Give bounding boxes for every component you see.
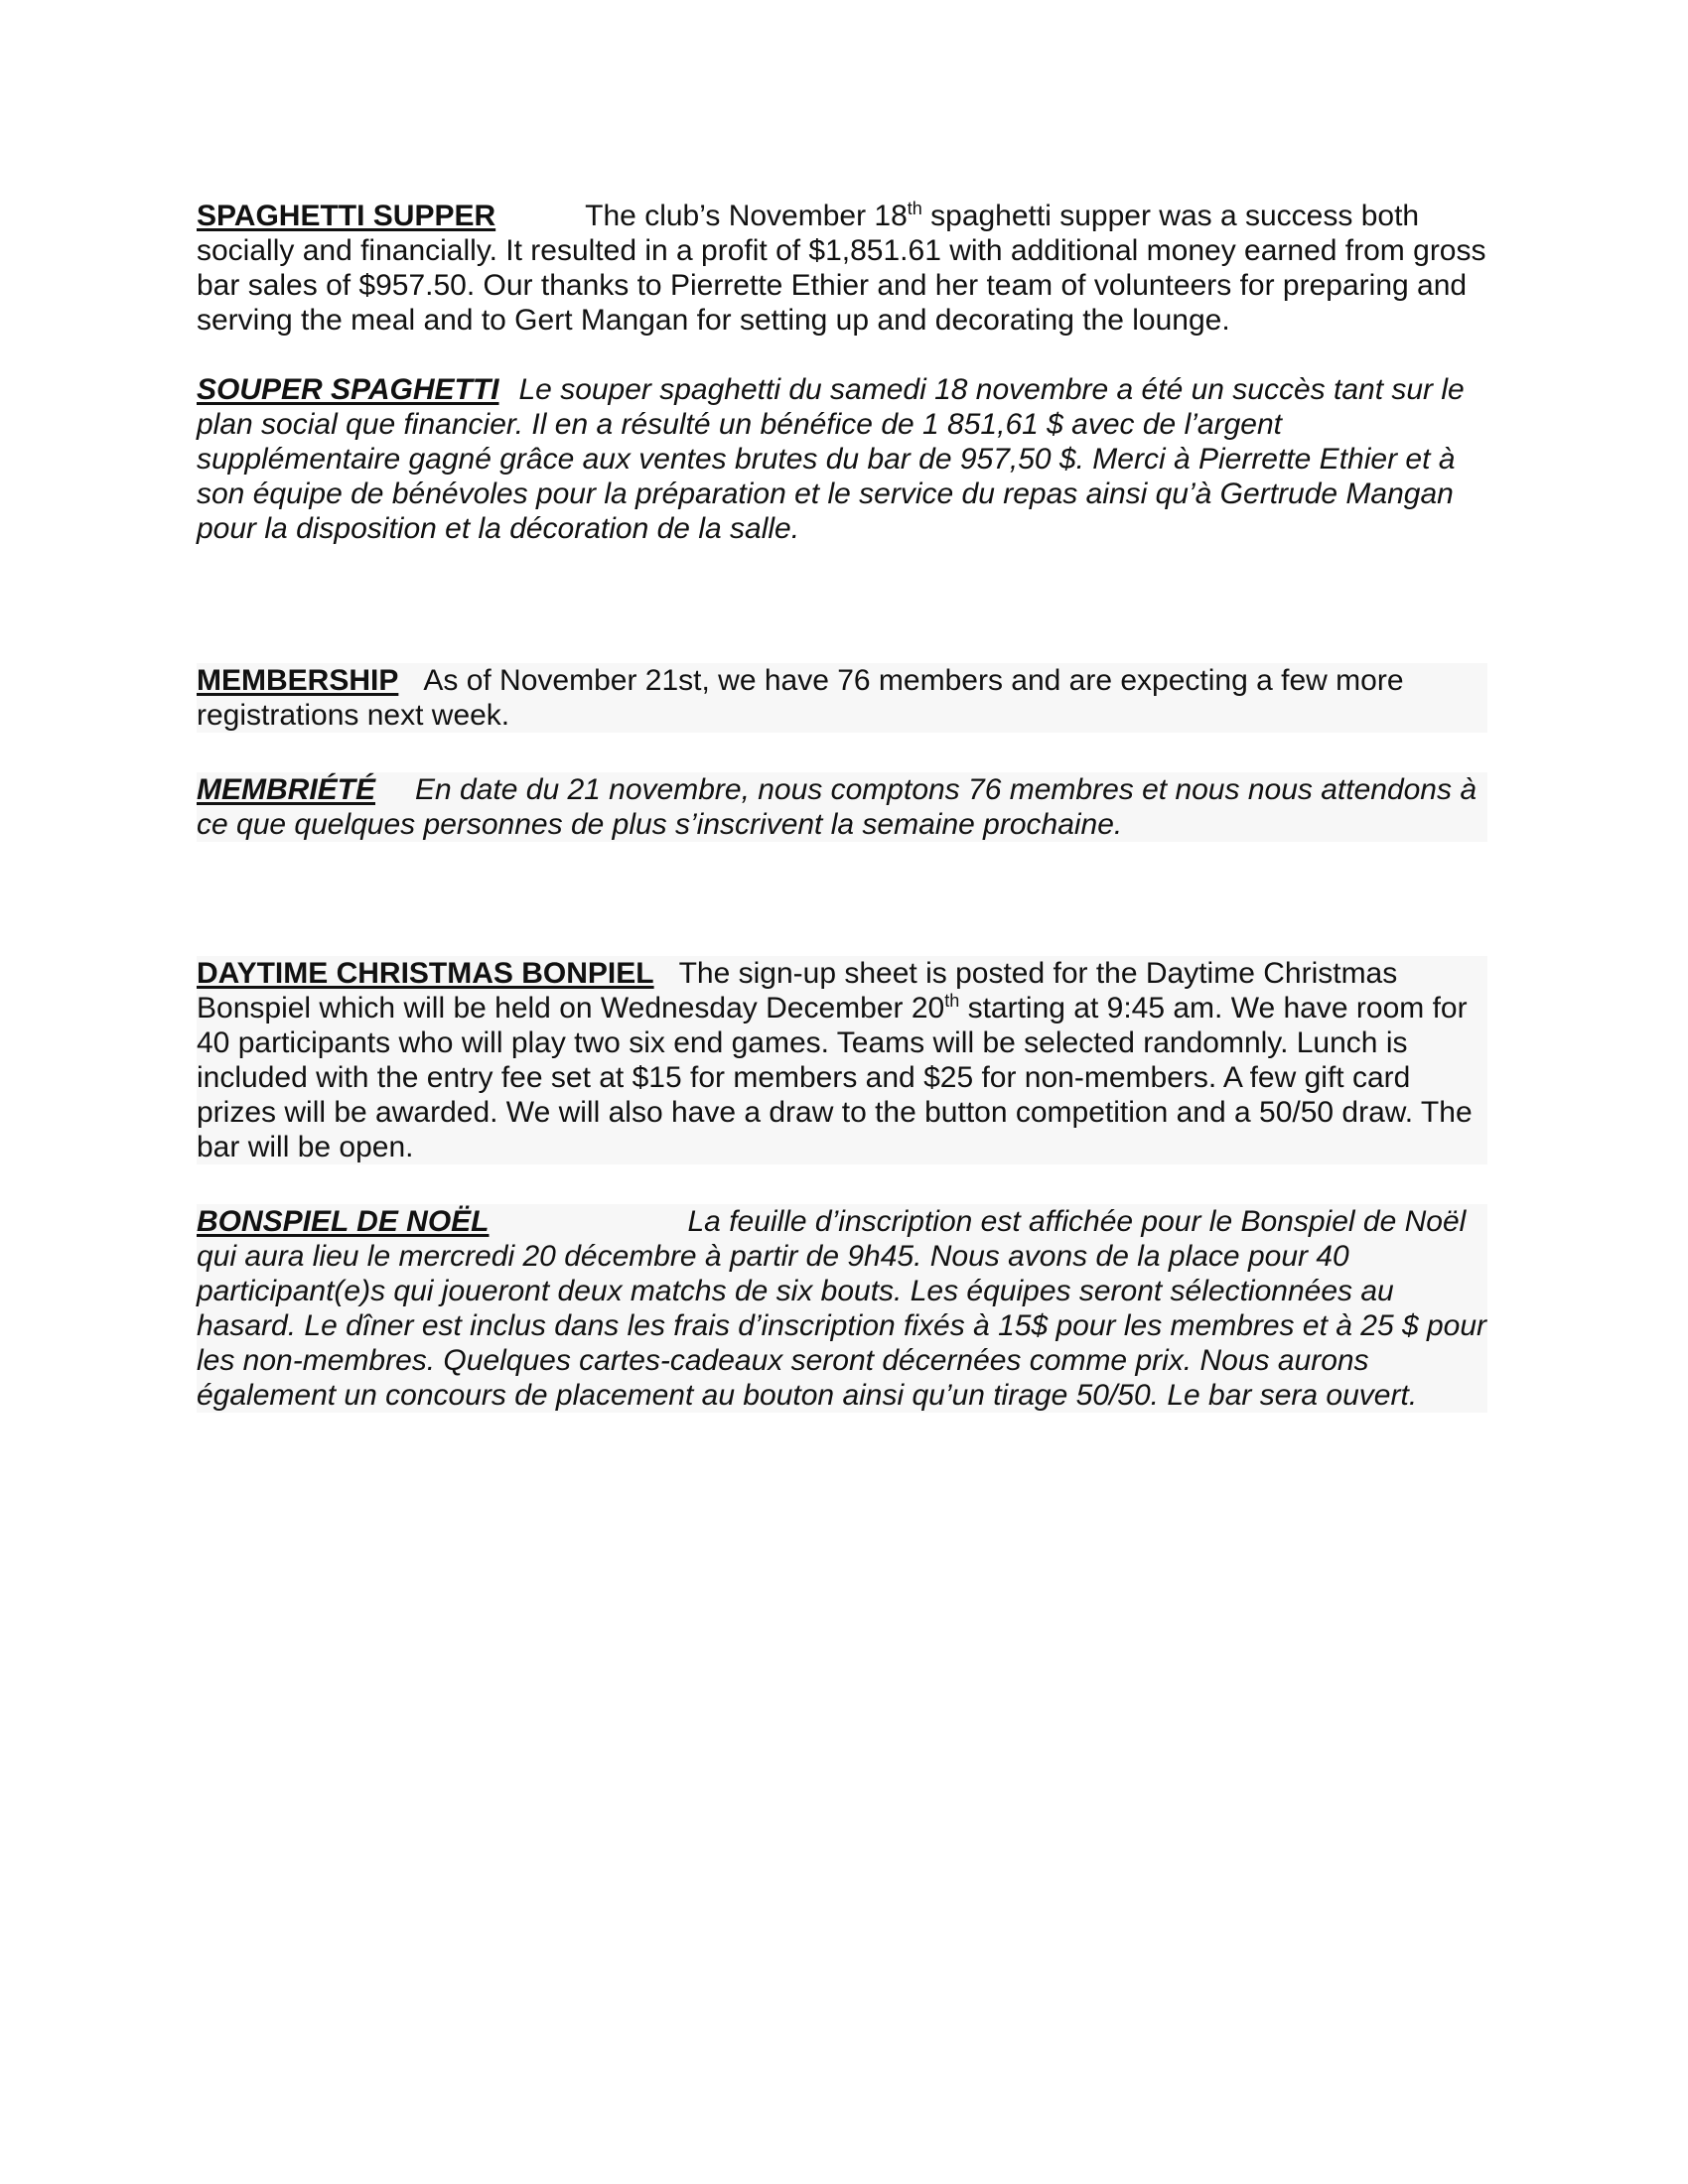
christmas-bonspiel-text-end: starting at 9:45 am. We have room for 40 participants who will play two six end games. Teams will be selected randomnly. Lunch is included with the entry fee set at $15 for members and $25 for non-members. A few gift card prizes will be awarded. We will also have a draw to the button competition and a 50/50 draw. The bar will be open. — [197, 992, 1473, 1163]
bonspiel-noel-section — [197, 1204, 1487, 1413]
christmas-bonspiel-text-start: The sign-up sheet is posted for the Daytime Christmas Bonspiel which will be held on Wednesday December 20 — [197, 957, 1398, 1024]
souper-spaghetti-text: Le souper spaghetti du samedi 18 novembre a été un succès tant sur le plan social que financier. Il en a résulté un bénéfice de 1 851,61 $ avec de l’argent supplémentaire gagné grâce aux ventes brutes du bar de 957,50 $. Merci à Pierrette Ethier et à son équipe de bénévoles pour la préparation et le service du repas ainsi qu’à Gertrude Mangan pour la disposition et la décoration de la salle. — [197, 373, 1465, 545]
membership-heading: MEMBERSHIP — [197, 664, 399, 697]
membership-text: As of November 21st, we have 76 members and are expecting a few more registrations next week. — [197, 664, 1404, 732]
christmas-bonspiel-section — [197, 956, 1487, 1164]
spaghetti-supper-text-start: The club’s November 18 — [585, 200, 908, 232]
membership-section — [197, 663, 1487, 733]
membriete-section — [197, 772, 1487, 842]
membriete-text: En date du 21 novembre, nous comptons 76 membres et nous nous attendons à ce que quelques personnes de plus s’inscrivent la semaine prochaine. — [197, 773, 1477, 841]
ordinal-suffix: th — [907, 199, 922, 218]
spaghetti-supper-text-end: spaghetti supper was a success both socially and financially. It resulted in a profit of $1,851.61 with additional money earned from gross bar sales of $957.50. Our thanks to Pierrette Ethier and her team of volunteers for preparing and serving the meal and to Gert Mangan for setting up and decorating the lounge. — [197, 200, 1486, 337]
christmas-bonspiel-heading: DAYTIME CHRISTMAS BONPIEL — [197, 957, 654, 990]
bonspiel-noel-heading: BONSPIEL DE NOËL — [197, 1205, 490, 1238]
membriete-heading: MEMBRIÉTÉ — [197, 773, 375, 806]
souper-spaghetti-heading: SOUPER SPAGHETTI — [197, 373, 499, 406]
spaghetti-supper-section — [197, 199, 1487, 338]
spaghetti-supper-heading: SPAGHETTI SUPPER — [197, 200, 496, 232]
bonspiel-noel-text: La feuille d’inscription est affichée pour le Bonspiel de Noël qui aura lieu le mercredi 20 décembre à partir de 9h45. Nous avons de la place pour 40 participant(e)s qui joueront deux matchs de six bouts. Les équipes seront sélectionnées au hasard. Le dîner est inclus dans les frais d’inscription fixés à 15$ pour les membres et à 25 $ pour les non-membres. Quelques cartes-cadeaux seront décernées comme prix. Nous aurons également un concours de placement au bouton ainsi qu’un tirage 50/50. Le bar sera ouvert. — [197, 1205, 1487, 1412]
souper-spaghetti-section — [197, 372, 1487, 546]
ordinal-suffix: th — [944, 991, 960, 1011]
